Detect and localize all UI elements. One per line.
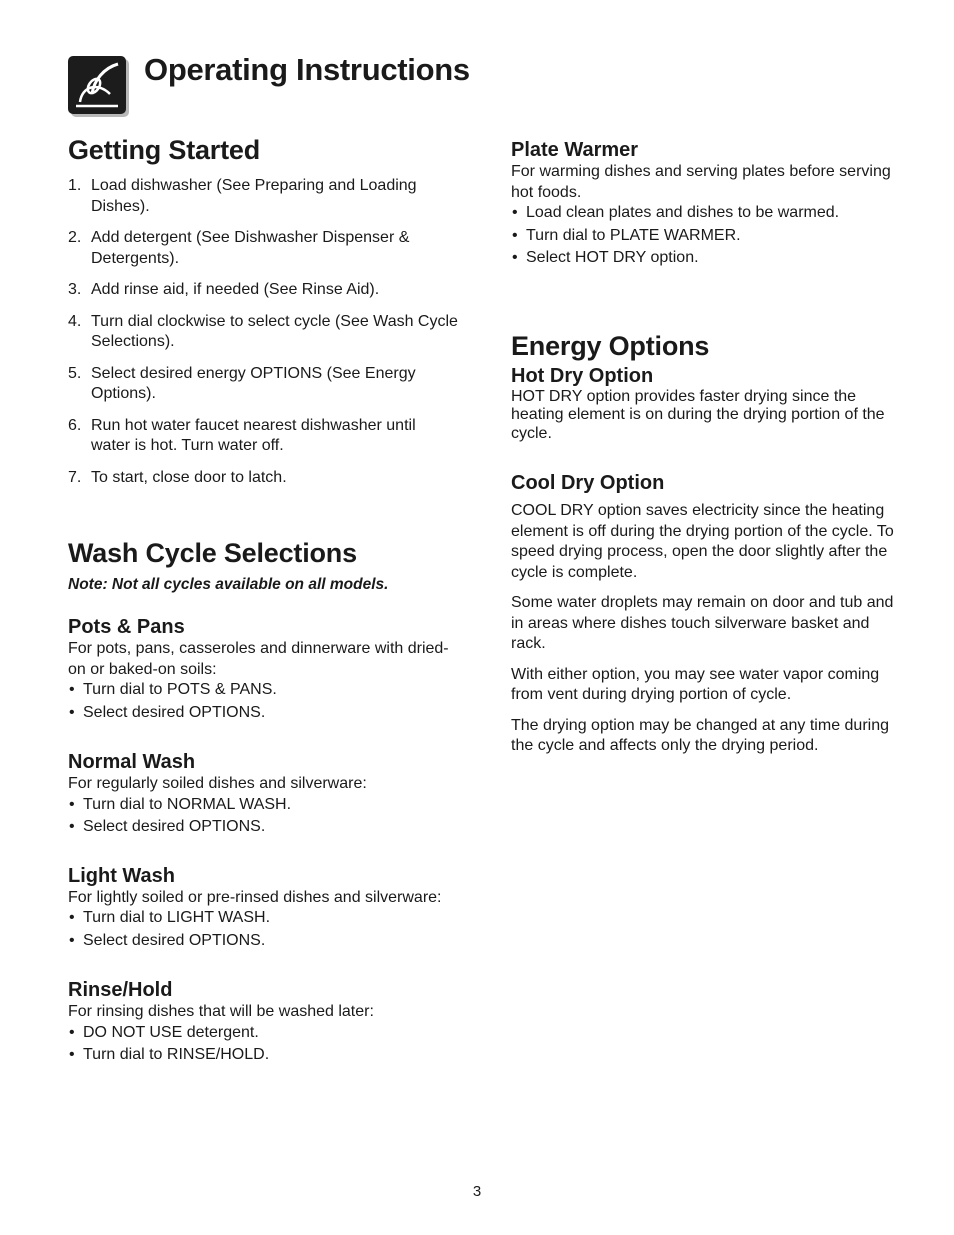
plate-warmer-heading: Plate Warmer <box>511 139 639 161</box>
right-column <box>511 138 906 757</box>
list-item: 3. Add rinse aid, if needed (See Rinse Aid). <box>68 281 380 298</box>
rinse-hold-desc: For rinsing dishes that will be washed later: <box>68 1003 374 1020</box>
list-item: • Turn dial to RINSE/HOLD. <box>68 1045 458 1066</box>
plate-warmer-desc: For warming dishes and serving plates before serving hot foods. <box>511 163 891 201</box>
cool-dry-paragraph: With either option, you may see water vapor coming from vent during drying portion of cycle. <box>511 665 880 703</box>
list-item: 4. Turn dial clockwise to select cycle (See Wash Cycle Selections). <box>68 312 458 350</box>
rinse-hold-list <box>68 1023 458 1066</box>
list-item: • Turn dial to NORMAL WASH. <box>68 795 458 816</box>
list-item: • Select HOT DRY option. <box>511 248 906 269</box>
list-item: 5. Select desired energy OPTIONS (See Energy Options). <box>68 364 416 402</box>
list-item: 6. Run hot water faucet nearest dishwasher until water is hot. Turn water off. <box>68 416 416 454</box>
rinse-hold-heading: Rinse/Hold <box>68 979 173 1001</box>
normal-wash-heading: Normal Wash <box>68 751 196 773</box>
list-item: • Turn dial to LIGHT WASH. <box>68 908 458 929</box>
pots-pans-heading: Pots & Pans <box>68 616 185 638</box>
hot-dry-text: HOT DRY option provides faster drying since the heating element is on during the drying portion of the cycle. <box>511 387 885 442</box>
list-item: • Turn dial to PLATE WARMER. <box>511 226 906 247</box>
wash-cycle-heading: Wash Cycle Selections <box>68 538 357 568</box>
pots-pans-desc: For pots, pans, casseroles and dinnerware with dried-on or baked-on soils: <box>68 640 449 678</box>
list-item: 1. Load dishwasher (See Preparing and Loading Dishes). <box>68 177 417 215</box>
normal-wash-list <box>68 795 458 838</box>
cool-dry-paragraph: Some water droplets may remain on door and tub and in areas where dishes touch silverware basket and rack. <box>511 594 894 652</box>
normal-wash-desc: For regularly soiled dishes and silverware: <box>68 775 367 792</box>
dishwasher-dial-icon <box>68 56 126 114</box>
page-number: 3 <box>472 1183 482 1200</box>
getting-started-heading: Getting Started <box>68 135 261 165</box>
energy-options-heading: Energy Options <box>511 330 710 361</box>
cool-dry-paragraph: COOL DRY option saves electricity since the heating element is off during the drying portion of the cycle. To speed drying process, open the door slightly after the cycle is complete. <box>511 502 894 581</box>
wash-cycle-note: Note: Not all cycles available on all models. <box>68 576 389 593</box>
list-item: 7. To start, close door to latch. <box>68 468 287 486</box>
light-wash-list <box>68 908 458 951</box>
light-wash-desc: For lightly soiled or pre-rinsed dishes and silverware: <box>68 888 442 906</box>
cool-dry-heading: Cool Dry Option <box>511 472 665 494</box>
left-column <box>68 134 458 1068</box>
cool-dry-paragraph: The drying option may be changed at any time during the cycle and affects only the drying period. <box>511 716 890 754</box>
light-wash-heading: Light Wash <box>68 864 176 887</box>
list-item: • Turn dial to POTS & PANS. <box>68 680 458 701</box>
pots-pans-list <box>68 680 458 723</box>
list-item: • Select desired OPTIONS. <box>68 817 458 838</box>
getting-started-steps <box>68 176 458 488</box>
page-title: Operating Instructions <box>144 52 470 87</box>
list-item: • Select desired OPTIONS. <box>68 931 458 952</box>
list-item: • DO NOT USE detergent. <box>68 1023 458 1044</box>
list-item: 2. Add detergent (See Dishwasher Dispenser & Detergents). <box>68 229 410 267</box>
page-header <box>68 54 888 118</box>
hot-dry-heading: Hot Dry Option <box>511 364 654 387</box>
list-item: • Load clean plates and dishes to be warmed. <box>511 203 906 224</box>
list-item: • Select desired OPTIONS. <box>68 703 458 724</box>
plate-warmer-list <box>511 203 906 269</box>
